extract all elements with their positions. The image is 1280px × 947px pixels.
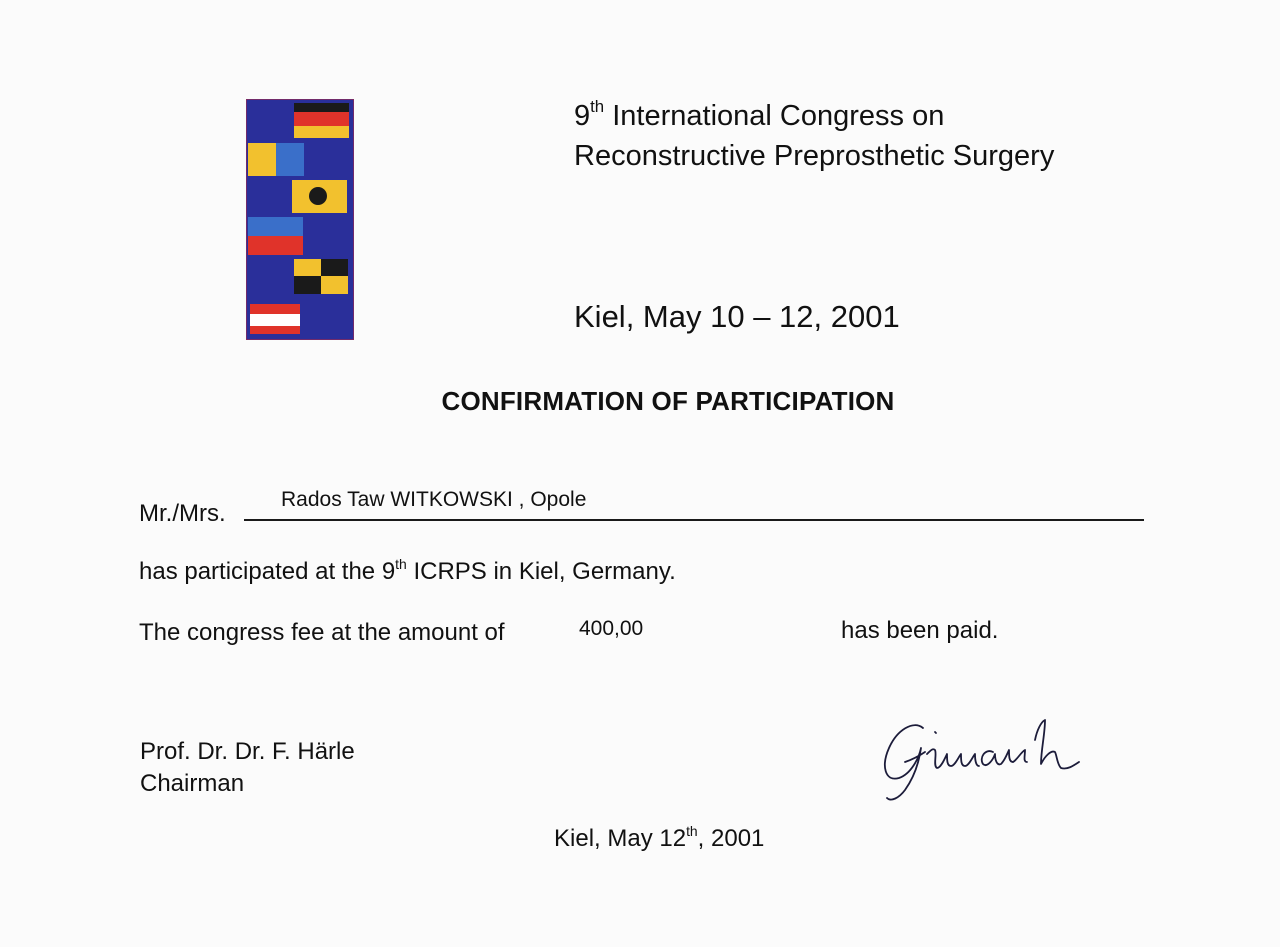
participation-text-after: ICRPS in Kiel, Germany.	[406, 558, 676, 585]
signatory-role: Chairman	[140, 770, 245, 797]
title-line-1	[574, 98, 1054, 138]
title-line-2: Reconstructive Preprosthetic Surgery	[574, 140, 1055, 172]
fee-amount: 400,00	[579, 617, 644, 640]
title-number: 9	[574, 100, 591, 132]
signature-strokes	[875, 710, 1090, 805]
participant-name: Rados Taw WITKOWSKI , Opole	[281, 488, 587, 511]
signatory-name: Prof. Dr. Dr. F. Härle	[140, 738, 355, 765]
issue-date-before: Kiel, May 12	[554, 825, 687, 852]
congress-logo	[246, 99, 354, 340]
name-underline	[244, 519, 1144, 521]
title-line-1-text: International Congress on	[604, 100, 945, 132]
congress-title	[574, 98, 1054, 175]
signal-flags-logo	[246, 99, 354, 340]
fee-label: The congress fee at the amount of	[139, 619, 505, 646]
issue-date	[554, 822, 765, 853]
participation-text-before: has participated at the 9	[139, 558, 396, 585]
congress-location-date: Kiel, May 10 – 12, 2001	[574, 299, 900, 334]
issue-date-ordinal-suffix: th	[686, 822, 698, 839]
issue-date-after: , 2001	[697, 825, 765, 852]
participant-label: Mr./Mrs.	[139, 500, 226, 527]
participation-ordinal-suffix: th	[395, 555, 407, 572]
title-ordinal-suffix: th	[590, 97, 605, 117]
document-heading: CONFIRMATION OF PARTICIPATION	[441, 386, 895, 416]
participation-statement	[139, 555, 676, 586]
fee-paid-text: has been paid.	[841, 617, 999, 644]
handwritten-signature	[875, 710, 1090, 805]
